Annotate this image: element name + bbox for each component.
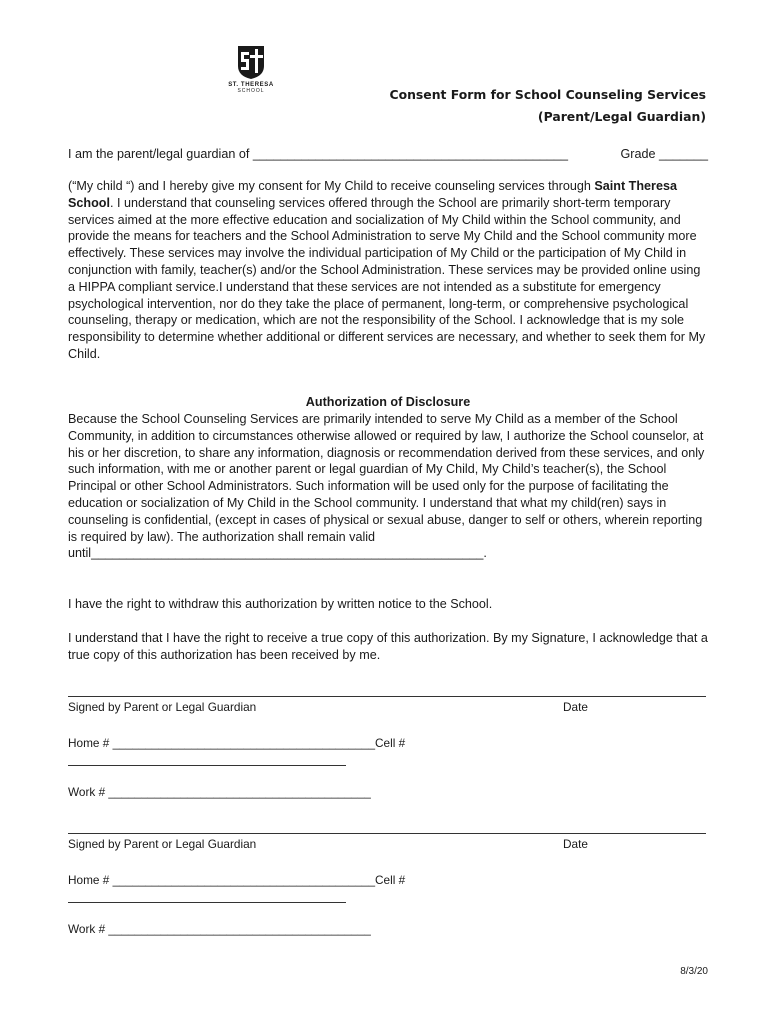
form-title-line2: (Parent/Legal Guardian) [537, 109, 706, 124]
home-phone-field[interactable] [68, 736, 405, 750]
date-label: Date [563, 700, 588, 714]
signature-line[interactable] [68, 833, 706, 834]
cell-phone-label: Cell # [375, 736, 406, 750]
consent-text-part2: . I understand that counseling services offered through the School are primarily short-term temporary services aimed at the more effective education and socialization of My Child within the School community, and provide the means for teachers and the School Administration to serve My Child and the School community more effectively. These services may involve the individual participation of My Child or the participation of My Child in conjunction with family, teacher(s) and/or the School Administration. These services may be provided online using a HIPPA compliant service.I understand that these services are not intended as a substitute for emergency psychological intervention, nor do they take the place of permanent, long-term, or comprehensive psychological counseling, therapy or medication, which are not the responsibility of the School. I acknowledge that is my sole responsibility to determine whether additional or different services are necessary, and whether to seek them for My Child. [68, 195, 706, 361]
school-crest-icon [236, 44, 266, 80]
guardian-line [68, 146, 708, 163]
date-label: Date [563, 837, 588, 851]
signed-label: Signed by Parent or Legal Guardian [68, 837, 257, 851]
work-phone-field[interactable]: Work # ________________________________________ [68, 922, 371, 936]
work-phone-field[interactable]: Work # ________________________________________ [68, 785, 371, 799]
form-title-line1: Consent Form for School Counseling Services [389, 87, 706, 102]
authorization-heading: Authorization of Disclosure [305, 395, 471, 409]
authorization-until-field[interactable]: until________________________________________________________. [68, 546, 487, 561]
grade-field[interactable]: Grade _______ [620, 147, 708, 161]
authorization-paragraph [68, 411, 708, 562]
logo-name: ST. THERESA [228, 82, 274, 88]
withdraw-paragraph: I have the right to withdraw this authorization by written notice to the School. [68, 597, 493, 611]
logo-subtitle: SCHOOL [237, 88, 265, 94]
guardian-name-field[interactable]: I am the parent/legal guardian of _____________________________________________ [68, 147, 569, 161]
authorization-body: Because the School Counseling Services are primarily intended to serve My Child as a member of the School Community, in addition to circumstances otherwise allowed or required by law, I authorize the School counselor, at his or her discretion, to share any information, diagnosis or recommendation derived from these services, and only such information, with me or another parent or legal guardian of My Child, My Child’s teacher(s), the School Principal or other School Administrators. Such information will be used only for the purpose of facilitating the education or socialization of My Child in the School community. I understand that what my child(ren) says in counseling is confidential, (except in cases of physical or sexual abuse, danger to self or others, wherein reporting is required by law). The authorization shall remain valid [68, 412, 705, 544]
home-phone-label: Home # ________________________________________ [68, 736, 376, 750]
home-phone-field[interactable] [68, 873, 405, 887]
copy-paragraph: I understand that I have the right to receive a true copy of this authorization. By my Signature, I acknowledge that a true copy of this authorization has been received by me. [68, 631, 708, 662]
school-name: Saint Theresa School [68, 179, 677, 210]
signed-label: Signed by Parent or Legal Guardian [68, 700, 257, 714]
cell-phone-label: Cell # [375, 873, 406, 887]
footer-date: 8/3/20 [680, 966, 708, 977]
cell-phone-line[interactable] [68, 902, 346, 903]
school-logo [222, 44, 280, 94]
consent-text-part1: (“My child “) and I hereby give my consent for My Child to receive counseling services through [68, 179, 595, 193]
cell-phone-line[interactable] [68, 765, 346, 766]
signature-line[interactable] [68, 696, 706, 697]
form-title [390, 84, 707, 128]
home-phone-label: Home # ________________________________________ [68, 873, 376, 887]
consent-paragraph [68, 178, 708, 363]
